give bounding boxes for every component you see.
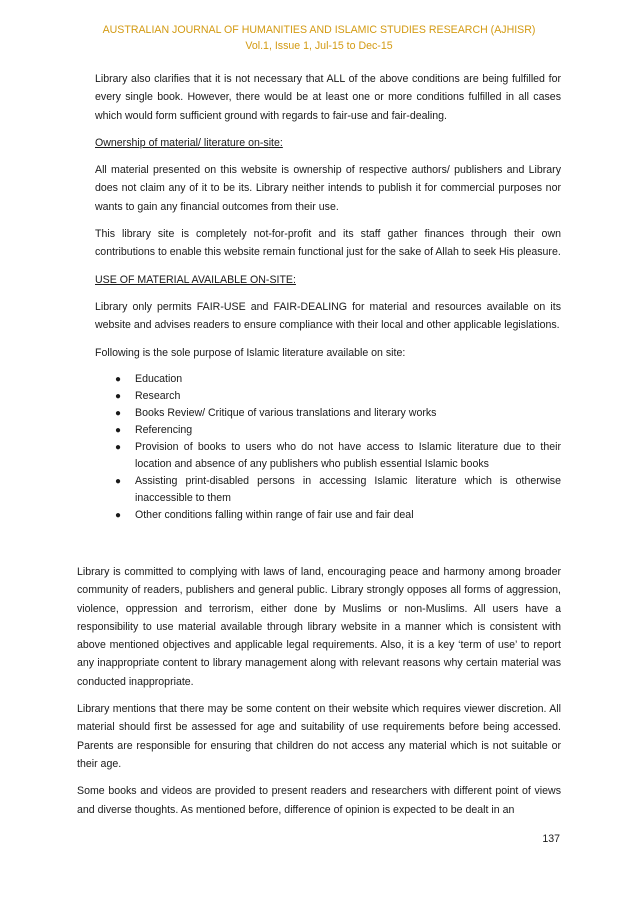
paragraph-discretion: Library mentions that there may be some content on their website which requires viewer discretion. All material should first be assessed for age and suitability of use requirements before being accessed. Parents are responsible for ensuring that children do not access any material which is not suitable or their age.	[77, 703, 561, 770]
page-body	[77, 70, 561, 533]
indented-section	[95, 70, 561, 362]
list-item: ● Other conditions falling within range of fair use and fair deal	[135, 507, 561, 524]
paragraph-purpose-intro: Following is the sole purpose of Islamic literature available on site:	[95, 346, 406, 359]
list-item: ● Assisting print-disabled persons in accessing Islamic literature which is otherwise inaccessible to them	[115, 474, 561, 504]
bullet-icon: ●	[115, 441, 122, 453]
bullet-icon: ●	[115, 407, 122, 419]
list-item: ● Books Review/ Critique of various translations and literary works	[135, 405, 561, 422]
list-item: ● Provision of books to users who do not have access to Islamic literature due to their location and absence of any publishers who publish essential Islamic books	[115, 440, 561, 470]
bullet-icon: ●	[115, 509, 122, 521]
heading-ownership: Ownership of material/ literature on-site:	[95, 136, 283, 149]
paragraph-compliance: Library is committed to complying with laws of land, encouraging peace and harmony among broader community of readers, publishers and general public. Library strongly opposes all forms of aggression, violence, oppression and terrorism, either done by Muslims or non-Muslims. All users have a responsibility to use material available through library website in a manner which is consistent with above mentioned objectives and applicable legal requirements. Also, it is a key ‘term of use’ to report any inappropriate content to library management along with relevant reasons why certain material was conducted inappropriate.	[77, 566, 561, 688]
bullet-icon: ●	[115, 424, 122, 436]
paragraph-conditions: Library also clarifies that it is not necessary that ALL of the above conditions are being fulfilled for every single book. However, there would be at least one or more conditions fulfilled in all cases which would form sufficient ground with regards to fair-use and fair-dealing.	[95, 73, 561, 122]
paragraph-not-for-profit: This library site is completely not-for-profit and its staff gather finances through their own contributions to enable this website remain functional just for the sake of Allah to seek His pleasure.	[95, 228, 561, 259]
heading-use-of-material: USE OF MATERIAL AVAILABLE ON-SITE:	[95, 273, 296, 286]
journal-title: AUSTRALIAN JOURNAL OF HUMANITIES AND ISLAMIC STUDIES RESEARCH (AJHISR)	[102, 24, 536, 36]
bullet-icon: ●	[115, 475, 122, 487]
paragraph-ownership: All material presented on this website is ownership of respective authors/ publishers and Library does not claim any of it to be its. Library neither intends to publish it for commercial purposes nor wants to gain any financial outcomes from their use.	[95, 164, 561, 213]
journal-volume: Vol.1, Issue 1, Jul-15 to Dec-15	[245, 40, 393, 52]
paragraph-fair-use: Library only permits FAIR-USE and FAIR-DEALING for material and resources available on its website and advises readers to ensure compliance with their local and other applicable legislations.	[95, 300, 561, 332]
bullet-icon: ●	[115, 373, 122, 385]
page-header	[0, 22, 638, 54]
paragraph-diverse-views: Some books and videos are provided to present readers and researchers with different point of views and diverse thoughts. As mentioned before, difference of opinion is expected to be dealt in an	[77, 785, 561, 816]
page-body-lower	[77, 563, 561, 828]
purpose-list	[77, 371, 561, 524]
page-number: 137	[542, 833, 560, 845]
list-item: ● Education	[135, 371, 561, 388]
list-item: ● Referencing	[135, 422, 561, 439]
list-item: ● Research	[135, 388, 561, 405]
bullet-icon: ●	[115, 390, 122, 402]
